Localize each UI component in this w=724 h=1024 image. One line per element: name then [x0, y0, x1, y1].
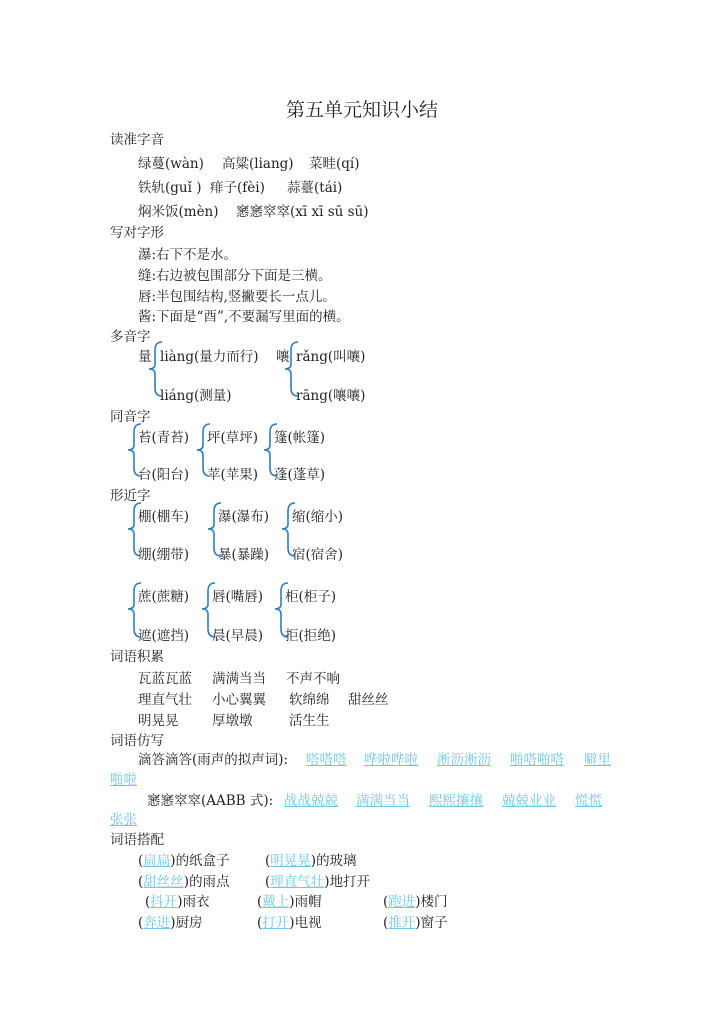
imitate-answer: 熙熙攘攘: [429, 793, 483, 809]
collocate-answer: 戴上: [262, 894, 290, 910]
similar-item: 唇(嘴唇): [212, 589, 264, 605]
vocab-item: 软绵绵: [289, 692, 330, 708]
section-collocate: 词语搭配: [110, 832, 164, 848]
vocab-item: 甜丝丝: [348, 692, 389, 708]
collocate-item: (扁扁)的纸盒子: [138, 853, 230, 869]
brace-icon: [285, 342, 298, 396]
brace-icon: [208, 503, 221, 556]
homophone-item: 坪(草坪): [207, 430, 259, 446]
imitate-answer: 慌慌: [575, 793, 602, 809]
collocate-item: (明晃晃)的玻璃: [265, 853, 357, 869]
pron-item: 菜畦(qí): [309, 156, 360, 172]
vocab-item: 小心翼翼: [212, 692, 266, 708]
write-item: 唇:半包围结构,竖撇要长一点儿。: [138, 289, 336, 305]
imitate-answer: 满满当当: [356, 793, 410, 809]
brace-icon: [275, 583, 288, 637]
collocate-answer: 奔进: [143, 915, 171, 931]
section-similar: 形近字: [110, 488, 151, 504]
similar-item: 缩(缩小): [292, 509, 344, 525]
brace-icon: [197, 424, 210, 476]
pron-item: 绿蔓(wàn): [138, 156, 204, 172]
imitate-answer: 啪嗒啪嗒: [510, 752, 564, 768]
collocate-answer: 理直气壮: [270, 874, 325, 890]
similar-item: 晨(早晨): [212, 628, 264, 644]
brace-icon: [128, 503, 141, 556]
vocab-item: 明晃晃: [138, 713, 179, 729]
imitate-answer: 噼里: [584, 752, 611, 768]
imitate-prefix: 滴答滴答(雨声的拟声词):: [138, 752, 289, 768]
collocate-item: (甜丝丝)的雨点: [138, 874, 230, 890]
pron-item: 窸窸窣窣(xī xī sū sū): [236, 204, 369, 220]
brace-icon: [202, 583, 215, 637]
section-imitate: 词语仿写: [110, 733, 164, 749]
polyphone-char: 嚷: [276, 349, 290, 365]
imitate-answer: 战战兢兢: [284, 793, 338, 809]
vocab-item: 厚墩墩: [212, 713, 253, 729]
vocab-item: 瓦蓝瓦蓝: [138, 671, 192, 687]
similar-item: 遮(遮挡): [138, 628, 190, 644]
homophone-item: 苹(苹果): [207, 467, 259, 483]
collocate-answer: 明晃晃: [270, 853, 311, 869]
page-title: 第五单元知识小结: [285, 99, 438, 121]
polyphone-reading: liáng(测量): [160, 388, 232, 404]
pron-item: 铁轨(guǐ ): [138, 180, 202, 196]
collocate-answer: 扁扁: [143, 853, 171, 869]
polyphone-reading: liàng(量力而行): [160, 349, 259, 365]
vocab-item: 理直气壮: [138, 692, 192, 708]
homophone-item: 台(阳台): [138, 467, 190, 483]
section-pronounce: 读准字音: [110, 132, 164, 148]
similar-item: 棚(棚车): [138, 509, 190, 525]
homophone-item: 篷(帐篷): [274, 430, 326, 446]
polyphone-reading: rǎng(叫嚷): [296, 349, 366, 365]
collocate-item: (打开)电视: [257, 915, 322, 931]
brace-icon: [128, 583, 141, 637]
collocate-item: (理直气壮)地打开: [265, 874, 371, 890]
collocate-answer: 跑进: [388, 894, 416, 910]
imitate-answer: 嗒嗒嗒: [306, 752, 347, 768]
similar-item: 拒(拒绝): [285, 628, 337, 644]
pron-item: 高粱(liang): [222, 156, 294, 172]
imitate-answer: 啪啦: [110, 772, 137, 788]
imitate-answer: 淅沥淅沥: [437, 752, 491, 768]
vocab-item: 活生生: [289, 713, 330, 729]
section-homophone: 同音字: [110, 409, 151, 425]
section-vocab: 词语积累: [110, 649, 164, 665]
write-item: 缝:右边被包围部分下面是三横。: [138, 268, 332, 284]
imitate-answer: 张张: [110, 812, 137, 828]
vocab-item: 满满当当: [212, 671, 266, 687]
pron-item: 焖米饭(mèn): [138, 204, 219, 220]
collocate-item: (跑进)楼门: [383, 894, 448, 910]
collocate-item: (抖开)雨衣: [145, 894, 210, 910]
write-item: 酱:下面是“酉”,不要漏写里面的横。: [138, 309, 350, 325]
polyphone-reading: rāng(嚷嚷): [296, 388, 366, 404]
brace-icon: [282, 503, 295, 556]
collocate-item: (戴上)雨帽: [257, 894, 322, 910]
collocate-item: (奔进)厨房: [138, 915, 203, 931]
imitate-answer: 哗啦哗啦: [364, 752, 418, 768]
imitate-answer: 兢兢业业: [502, 793, 556, 809]
similar-item: 宿(宿舍): [292, 547, 344, 563]
homophone-item: 蓬(蓬草): [274, 467, 326, 483]
pron-item: 痱子(fèi): [210, 180, 265, 196]
section-write: 写对字形: [110, 225, 164, 241]
similar-item: 瀑(瀑布): [218, 509, 270, 525]
similar-item: 绷(绷带): [138, 547, 190, 563]
polyphone-char: 量: [138, 349, 152, 365]
write-item: 瀑:右下不是水。: [138, 247, 238, 263]
section-polyphone: 多音字: [110, 329, 151, 345]
imitate-prefix: 窸窸窣窣(AABB 式):: [147, 793, 274, 809]
brace-icon: [128, 424, 141, 476]
similar-item: 柜(柜子): [285, 589, 337, 605]
pron-item: 蒜薹(tái): [287, 180, 343, 196]
collocate-answer: 抖开: [150, 894, 178, 910]
collocate-answer: 甜丝丝: [143, 874, 184, 890]
brace-icon: [264, 424, 277, 476]
similar-item: 暴(暴躁): [218, 547, 270, 563]
homophone-item: 苔(青苔): [138, 430, 190, 446]
brace-icon: [149, 342, 162, 396]
collocate-answer: 打开: [262, 915, 290, 931]
collocate-answer: 推开: [388, 915, 416, 931]
vocab-item: 不声不响: [286, 671, 340, 687]
collocate-item: (推开)窗子: [383, 915, 448, 931]
similar-item: 蔗(蔗糖): [138, 589, 190, 605]
